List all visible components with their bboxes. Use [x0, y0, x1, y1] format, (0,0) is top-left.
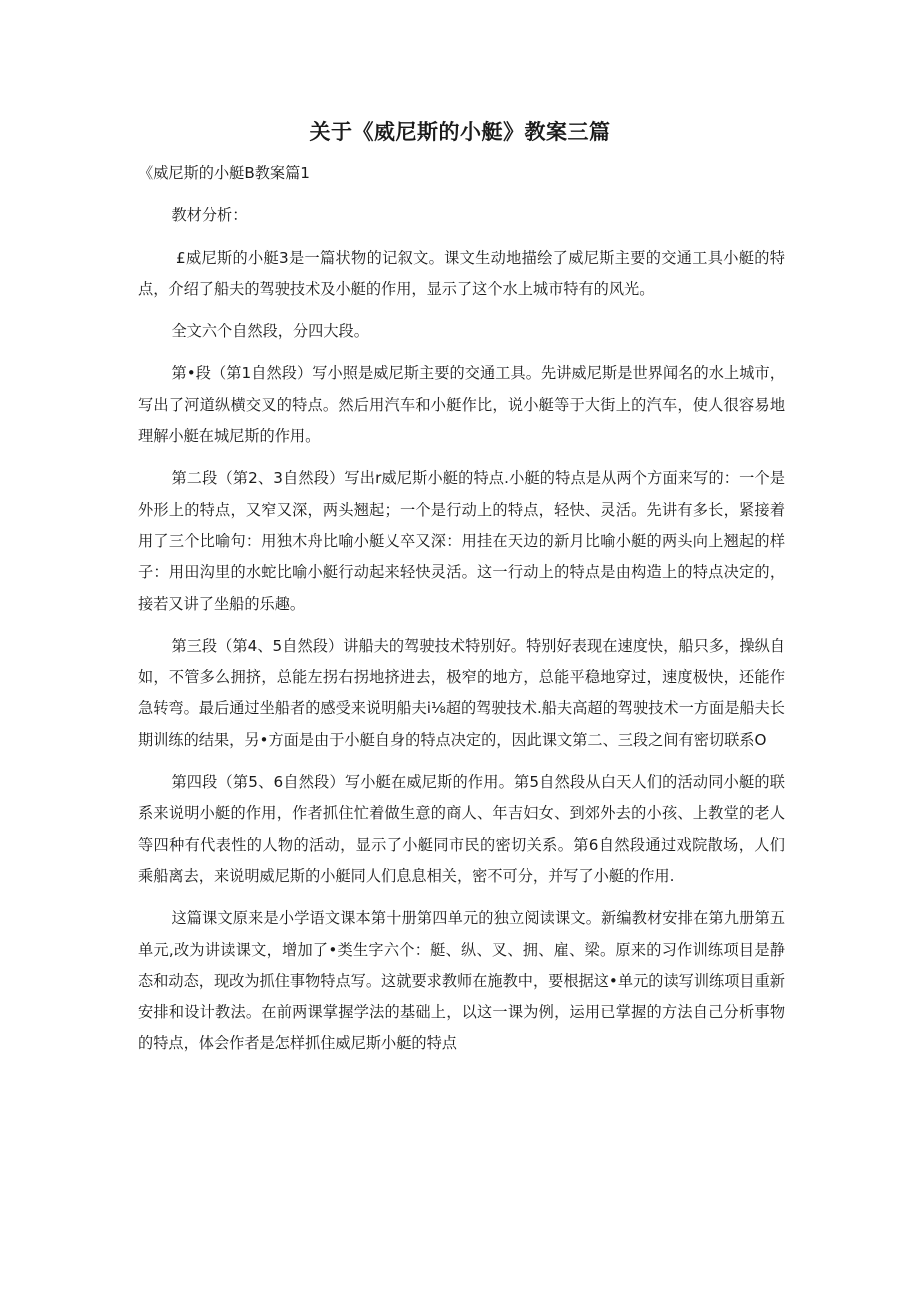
paragraph-structure: 全文六个自然段，分四大段。 [171, 322, 369, 341]
section-heading: 《威尼斯的小艇B教案篇1 [138, 164, 310, 182]
paragraph-teaching-analysis-label: 教材分析： [171, 206, 248, 225]
document-title: 关于《威尼斯的小艇》教案三篇 [309, 120, 611, 144]
paragraph-section-two: 第二段（第2、3自然段）写出r威尼斯小艇的特点.小艇的特点是从两个方面来写的：一个是外形上的特点，又窄又深，两头翘起；一个是行动上的特点，轻快、灵活。先讲有多长，紧接着用了三个比喻句：用独木舟比喻小艇乂卒又深：用挂在天边的新月比喻小艇的两头向上翘起的样子：用田沟里的水蛇比喻小艇行动起来轻快灵活。这一行动上的特点是由构造上的特点决定的，接若又讲了坐船的乐趣。 [138, 469, 785, 613]
paragraph-section-four: 第四段（第5、6自然段）写小艇在威尼斯的作用。第5自然段从白天人们的活动同小艇的联系来说明小艇的作用，作者抓住忙着做生意的商人、年吉妇女、到郊外去的小孩、上教堂的老人等四种有代表性的人物的活动，显示了小艇同市民的密切关系。第6自然段通过戏院散场，人们乘船离去，来说明威尼斯的小艇同人们息息相关，密不可分，并写了小艇的作用. [138, 773, 785, 885]
paragraph-section-three: 第三段（第4、5自然段）讲船夫的驾驶技术特别好。特别好表现在速度快，船只多，操纵自如，不管多么拥挤，总能左拐右拐地挤进去，极窄的地方，总能平稳地穿过，速度极快，还能作急转弯。最后通过坐船者的感受来说明船夫i⅛超的驾驶技术.船夫高超的驾驶技术一方面是船夫长期训练的结果，另•方面是由于小艇自身的特点决定的，因此课文第二、三段之间有密切联系O [138, 636, 785, 749]
paragraph-intro: £威尼斯的小艇3是一篇状物的记叙文。课文生动地描绘了威尼斯主要的交通工具小艇的特点，介绍了船夫的驾驶技术及小艇的作用，显示了这个水上城市特有的风光。 [138, 248, 785, 298]
paragraph-textbook-note: 这篇课文原来是小学语文课本第十册第四单元的独立阅读课文。新编教材安排在第九册第五单元,改为讲读课文，增加了•类生字六个：艇、纵、叉、拥、雇、梁。原来的习作训练项目是静态和动态，现改为抓住事物特点写。这就要求教师在施教中，要根据这•单元的读写训练项目重新安排和设计教法。在前两课掌握学法的基础上，以这一课为例，运用已掌握的方法自己分析事物的特点，体会作者是怎样抓住威尼斯小艇的特点 [138, 909, 785, 1053]
paragraph-section-one: 第•段（第1自然段）写小照是威尼斯主要的交通工具。先讲威尼斯是世界闻名的水上城市，写出了河道纵横交叉的特点。然后用汽车和小艇作比，说小艇等于大街上的汽车，使人很容易地理解小艇在城尼斯的作用。 [138, 364, 785, 446]
document-body [138, 158, 785, 1071]
